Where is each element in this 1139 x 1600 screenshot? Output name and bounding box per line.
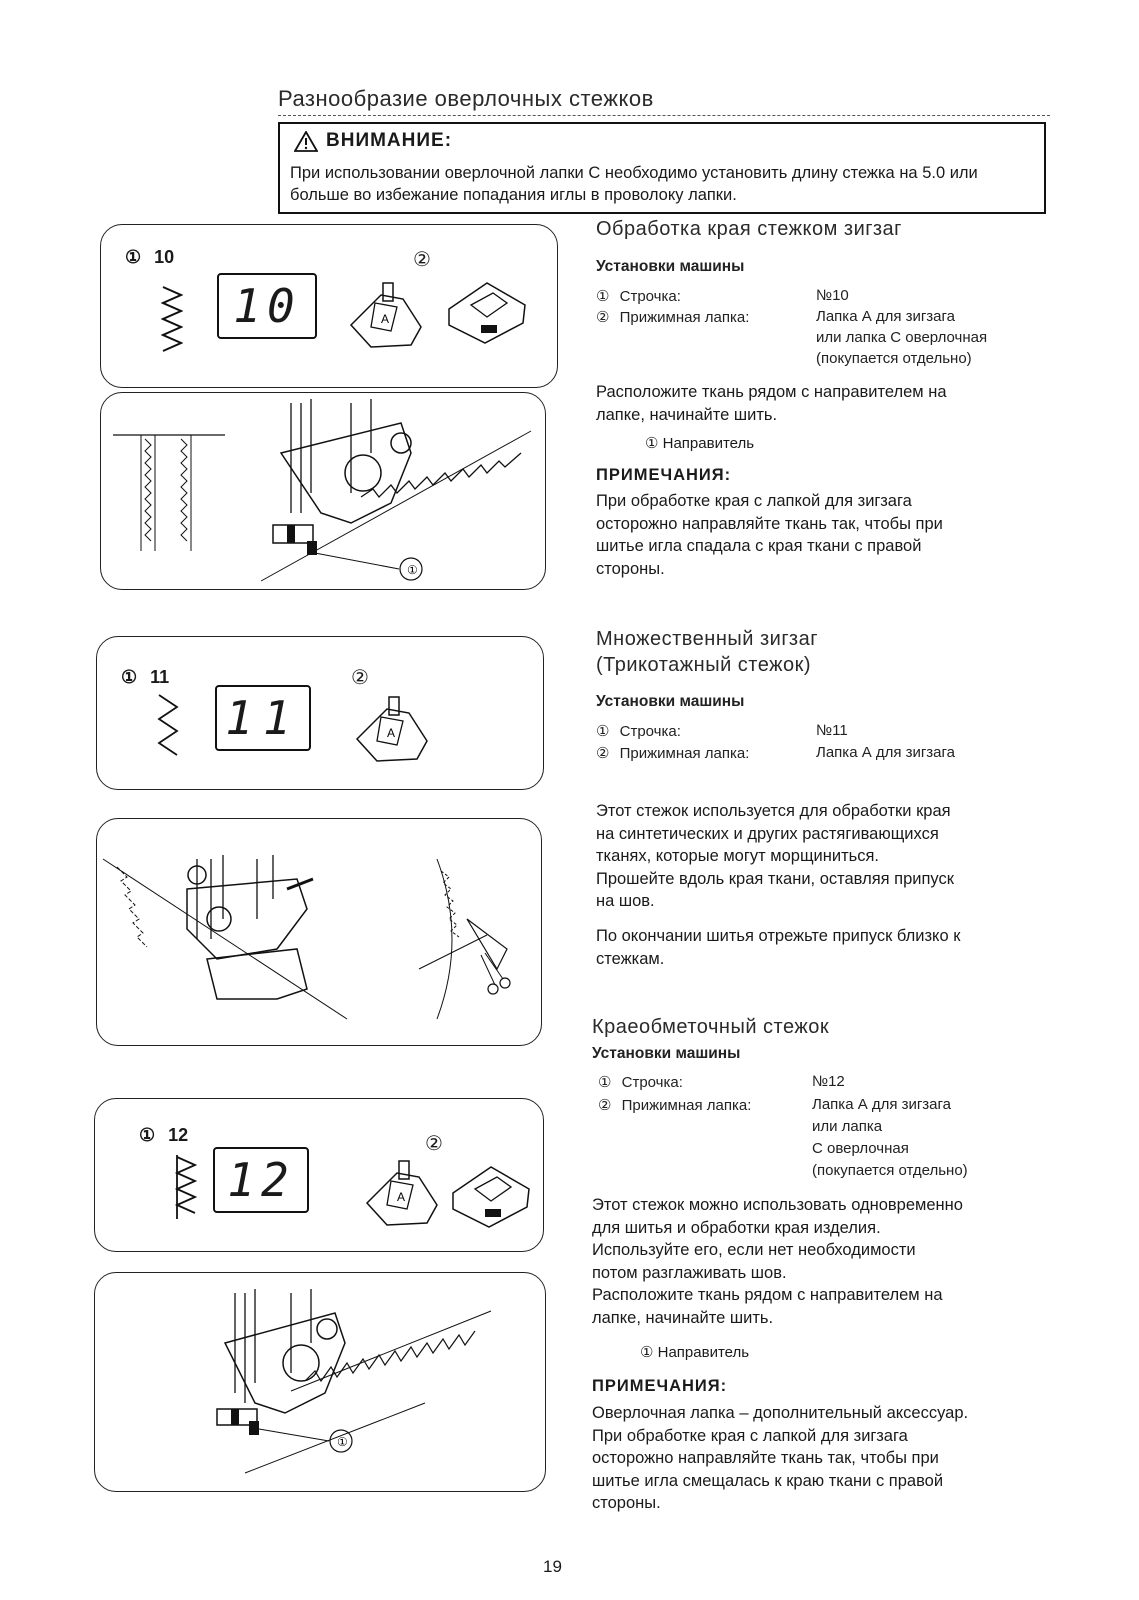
- marker: ①: [139, 1125, 156, 1145]
- panel-2-stitch-label: [121, 667, 169, 688]
- section-3-value-extra-3: (покупается отдельно): [812, 1162, 968, 1179]
- para-line: Используйте его, если нет необходимости: [592, 1241, 916, 1259]
- section-1-settings-title: Установки машины: [596, 258, 745, 275]
- note-line: стороны.: [592, 1494, 661, 1512]
- section-2-row-1-value: №11: [816, 722, 848, 739]
- marker: ②: [425, 1133, 443, 1155]
- overlock-foot-c-icon: [445, 1153, 535, 1233]
- overedge-illustration: [95, 1273, 547, 1493]
- lcd-display: [213, 1147, 309, 1213]
- multi-zigzag-stitch-icon: [157, 693, 179, 761]
- section-2-para-2: [596, 925, 960, 970]
- section-2-row-2: [596, 744, 749, 762]
- row-marker: ①: [598, 1074, 612, 1091]
- section-2-settings-title: Установки машины: [596, 693, 745, 710]
- note-line: шитье игла спадала с края ткани с правой: [596, 537, 922, 555]
- section-3-row-1-value: №12: [812, 1073, 845, 1090]
- section-1-value-extra-1: или лапка С оверлочная: [816, 329, 988, 346]
- section-3-row-2: [598, 1096, 751, 1114]
- note-line: Оверлочная лапка – дополнительный аксессуар.: [592, 1404, 969, 1422]
- presser-foot-a-icon: [341, 275, 431, 355]
- panel-1-settings: [100, 224, 558, 388]
- section-1-row-2: [596, 308, 749, 326]
- zigzag-stitch-icon: [161, 285, 183, 353]
- stitch-number: 12: [168, 1125, 189, 1145]
- overedge-stitch-icon: [175, 1153, 197, 1221]
- para-line: По окончании шитья отрежьте припуск близко к: [596, 927, 961, 945]
- lcd-digits: 10: [233, 279, 301, 333]
- section-3-value-extra-1: или лапка: [812, 1118, 883, 1135]
- para-line: лапке, начинайте шить.: [592, 1308, 774, 1327]
- row-marker: ①: [596, 723, 610, 740]
- row-label: Строчка:: [621, 1074, 683, 1091]
- section-3-row-2-value: Лапка А для зигзага: [812, 1096, 951, 1113]
- svg-text:A: A: [381, 312, 390, 326]
- stitch-number: 10: [154, 247, 175, 267]
- note-line: осторожно направляйте ткань так, чтобы при: [592, 1449, 939, 1467]
- panel-1-illustration: [100, 392, 546, 590]
- section-1-para: [596, 381, 947, 426]
- para-line: стежкам.: [596, 949, 665, 968]
- section-2-title-line-2: (Трикотажный стежок): [596, 654, 812, 676]
- section-1-row-1: [596, 287, 681, 305]
- row-marker: ①: [596, 288, 610, 305]
- section-3-value-extra-2: С оверлочная: [812, 1140, 909, 1157]
- note-line: При обработке края с лапкой для зигзага: [592, 1426, 908, 1445]
- panel-2-settings: [96, 636, 544, 790]
- note-line: стороны.: [596, 559, 665, 578]
- para-line: для шитья и обработки края изделия.: [592, 1218, 881, 1237]
- panel-3-illustration: [94, 1272, 546, 1492]
- presser-foot-a-icon: [357, 1153, 447, 1233]
- para-line: Этот стежок можно использовать одновременно: [592, 1196, 963, 1214]
- section-1-row-1-value: №10: [816, 287, 849, 304]
- section-3-note: [592, 1402, 968, 1515]
- section-1-value-extra-2: (покупается отдельно): [816, 350, 972, 367]
- section-1-row-2-value: Лапка А для зигзага: [816, 308, 955, 325]
- row-label: Прижимная лапка:: [619, 309, 750, 326]
- marker: ①: [125, 247, 142, 267]
- section-1-callout: ① Направитель: [645, 435, 755, 452]
- note-line: шитье игла смещалась к краю ткани с правой: [592, 1471, 944, 1490]
- marker: ①: [121, 667, 138, 687]
- warning-box: [278, 122, 1046, 214]
- row-marker: ②: [596, 745, 610, 762]
- overlock-foot-c-icon: [441, 269, 531, 349]
- note-line: осторожно направляйте ткань так, чтобы при: [596, 514, 943, 533]
- section-2-row-1: [596, 722, 681, 740]
- section-3-settings-title: Установки машины: [592, 1045, 741, 1062]
- panel-2-illustration: [96, 818, 542, 1046]
- lcd-digits: 11: [225, 691, 301, 745]
- section-3-row-1: [598, 1073, 683, 1091]
- page-title: Разнообразие оверлочных стежков: [278, 86, 654, 111]
- warning-text: При использовании оверлочной лапки С необходимо установить длину стежка на 5.0 или больше во избежание попадания иглы в проволоку лапки.: [290, 164, 978, 204]
- lcd-display: [217, 273, 317, 339]
- para-line: лапке, начинайте шить.: [596, 405, 778, 424]
- para-line: Этот стежок используется для обработки края: [596, 802, 951, 820]
- section-2-para-1: [596, 800, 954, 913]
- lcd-display: [215, 685, 311, 751]
- section-2-row-2-value: Лапка А для зигзага: [816, 744, 955, 761]
- svg-text:A: A: [387, 726, 396, 740]
- para-line: тканях, которые могут морщиниться.: [596, 847, 880, 865]
- panel-3-stitch-label: [139, 1125, 188, 1146]
- row-label: Строчка:: [619, 288, 681, 305]
- section-1-note-title: ПРИМЕЧАНИЯ:: [596, 466, 732, 484]
- row-label: Прижимная лапка:: [619, 745, 750, 762]
- para-line: на шов.: [596, 892, 655, 910]
- figure-callout-1: ①: [407, 563, 418, 577]
- section-3-note-title: ПРИМЕЧАНИЯ:: [592, 1377, 728, 1395]
- title-rule: [278, 115, 1050, 116]
- para-line: потом разглаживать шов.: [592, 1263, 787, 1282]
- figure-callout-2: ①: [337, 1435, 348, 1449]
- marker: ②: [351, 667, 369, 689]
- panel-3-settings: [94, 1098, 544, 1252]
- zigzag-edge-illustration: [101, 393, 547, 591]
- warning-title-text: ВНИМАНИЕ:: [326, 130, 453, 151]
- warning-icon: [294, 131, 318, 152]
- warning-title: [294, 130, 452, 152]
- row-marker: ②: [596, 309, 610, 326]
- note-line: При обработке края с лапкой для зигзага: [596, 492, 912, 510]
- svg-text:A: A: [397, 1190, 406, 1204]
- stitch-number: 11: [150, 667, 170, 687]
- section-2-title-line-1: Множественный зигзаг: [596, 628, 818, 650]
- para-line: на синтетических и других растягивающихся: [596, 824, 939, 843]
- page-number: 19: [543, 1557, 562, 1576]
- panel-1-stitch-label: [125, 247, 174, 268]
- row-label: Прижимная лапка:: [621, 1097, 752, 1114]
- lcd-digits: 12: [227, 1153, 295, 1207]
- marker: ②: [413, 249, 431, 271]
- section-1-note: [596, 490, 943, 580]
- row-marker: ②: [598, 1097, 612, 1114]
- multi-zigzag-illustration: [97, 819, 543, 1047]
- para-line: Расположите ткань рядом с направителем на: [596, 383, 947, 401]
- section-3-title: Краеобметочный стежок: [592, 1016, 830, 1038]
- presser-foot-a-icon: [347, 689, 437, 769]
- row-label: Строчка:: [619, 723, 681, 740]
- section-3-para: [592, 1194, 963, 1329]
- para-line: Расположите ткань рядом с направителем на: [592, 1286, 943, 1304]
- section-3-callout: ① Направитель: [640, 1344, 750, 1361]
- section-1-title: Обработка края стежком зигзаг: [596, 218, 902, 240]
- para-line: Прошейте вдоль края ткани, оставляя припуск: [596, 869, 954, 888]
